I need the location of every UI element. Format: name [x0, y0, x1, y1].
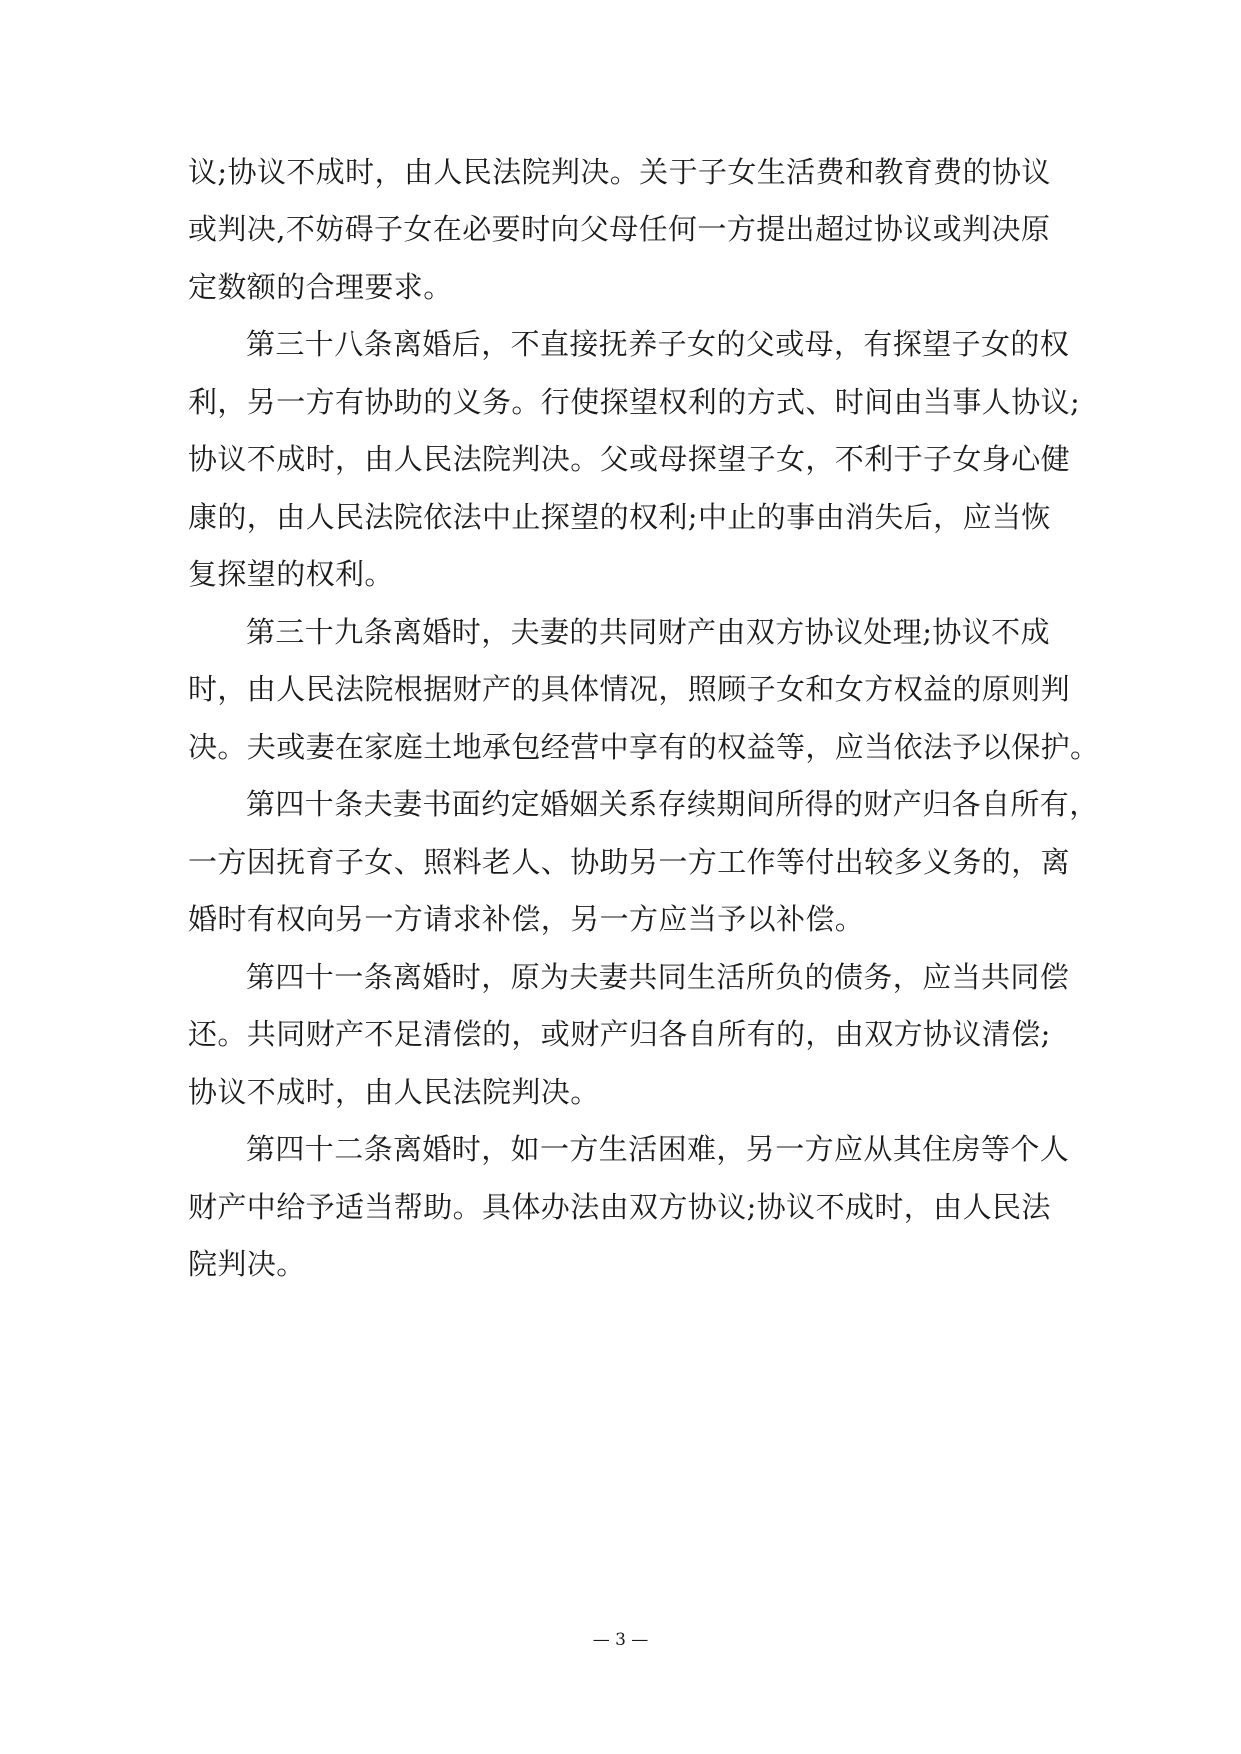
paragraph-article-39-start: 第三十九条离婚时，夫妻的共同财产由双方协议处理;协议不成 [246, 615, 1050, 649]
text-line: 议;协议不成时，由人民法院判决。关于子女生活费和教育费的协议 [188, 155, 1051, 189]
paragraph-article-38-start: 第三十八条离婚后，不直接抚养子女的父或母，有探望子女的权 [246, 327, 1070, 361]
text-line: 还。共同财产不足清偿的，或财产归各自所有的，由双方协议清偿; [188, 1017, 1051, 1051]
text-line: 婚时有权向另一方请求补偿，另一方应当予以补偿。 [188, 902, 865, 936]
text-line: 时，由人民法院根据财产的具体情况，照顾子女和女方权益的原则判 [188, 672, 1071, 706]
text-line: 协议不成时，由人民法院判决。父或母探望子女，不利于子女身心健 [188, 442, 1071, 476]
paragraph-article-41-start: 第四十一条离婚时，原为夫妻共同生活所负的债务，应当共同偿 [246, 960, 1070, 994]
page-number: — 3 — [592, 1630, 649, 1650]
text-line: 院判决。 [188, 1247, 306, 1281]
paragraph-article-40-start: 第四十条夫妻书面约定婚姻关系存续期间所得的财产归各自所有， [246, 787, 1099, 821]
text-line: 利，另一方有协助的义务。行使探望权利的方式、时间由当事人协议; [188, 385, 1081, 419]
text-line: 复探望的权利。 [188, 557, 394, 591]
text-line: 一方因抚育子女、照料老人、协助另一方工作等付出较多义务的，离 [188, 845, 1071, 879]
text-line: 定数额的合理要求。 [188, 270, 453, 304]
text-line: 或判决,不妨碍子女在必要时向父母任何一方提出超过协议或判决原 [188, 212, 1051, 246]
text-line: 决。夫或妻在家庭土地承包经营中享有的权益等，应当依法予以保护。 [188, 730, 1100, 764]
text-line: 康的，由人民法院依法中止探望的权利;中止的事由消失后，应当恢 [188, 500, 1051, 534]
text-line: 协议不成时，由人民法院判决。 [188, 1075, 600, 1109]
text-line: 财产中给予适当帮助。具体办法由双方协议;协议不成时，由人民法 [188, 1190, 1051, 1224]
paragraph-article-42-start: 第四十二条离婚时，如一方生活困难，另一方应从其住房等个人 [246, 1132, 1070, 1166]
